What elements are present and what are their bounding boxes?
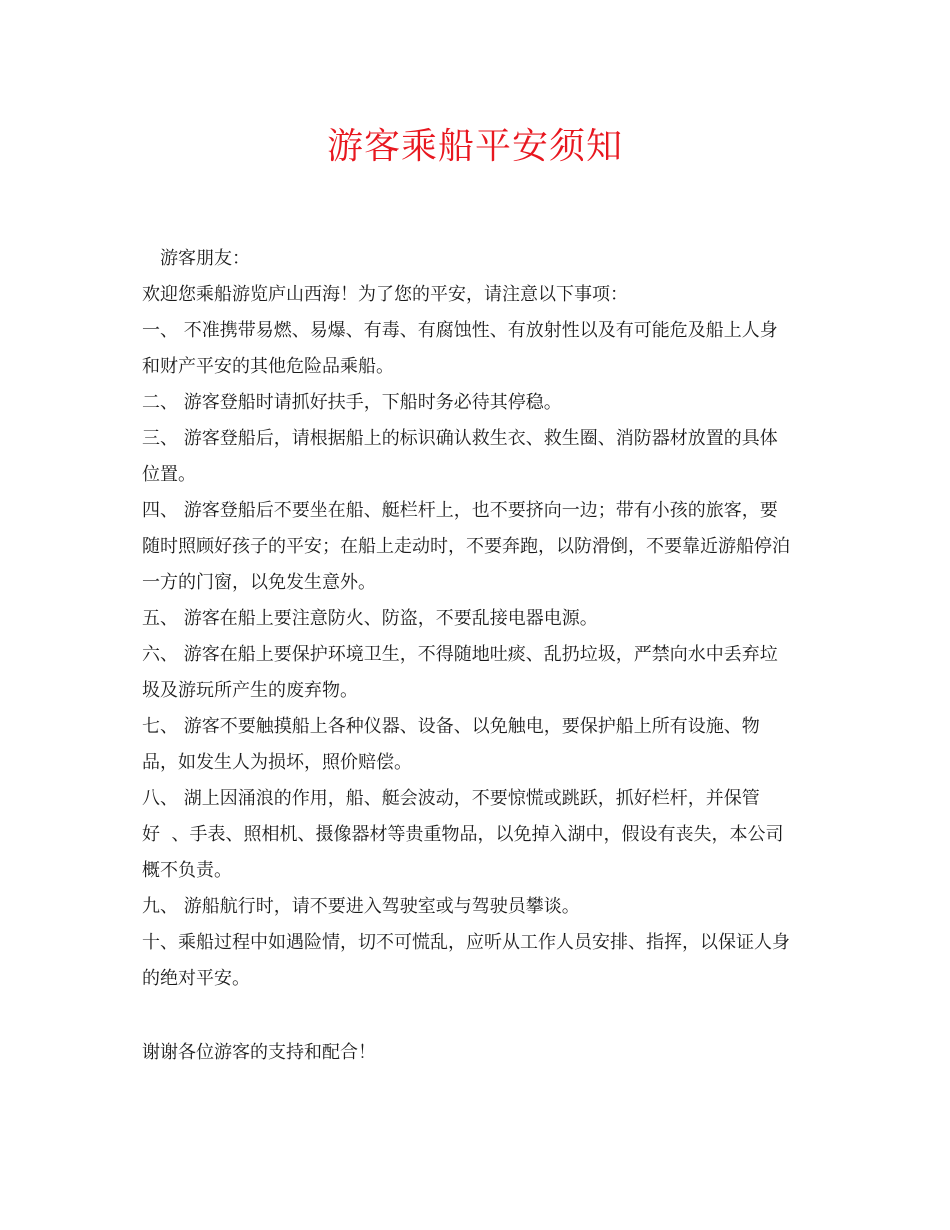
rule-line: 七、 游客不要触摸船上各种仪器、设备、以免触电，要保护船上所有设施、物 [142, 716, 760, 737]
rule-line: 随时照顾好孩子的平安；在船上走动时，不要奔跑，以防滑倒，不要靠近游船停泊 [142, 536, 790, 557]
rule-line: 位置。 [142, 464, 196, 485]
closing: 谢谢各位游客的支持和配合！ [142, 1042, 376, 1063]
rule-line: 二、 游客登船时请抓好扶手，下船时务必待其停稳。 [142, 392, 562, 413]
rule-line: 六、 游客在船上要保护环境卫生，不得随地吐痰、乱扔垃圾，严禁向水中丢弃垃 [142, 644, 778, 665]
rule-line: 八、 湖上因涌浪的作用，船、艇会波动，不要惊慌或跳跃，抓好栏杆，并保管 [142, 788, 760, 809]
rule-line: 好 、手表、照相机、摄像器材等贵重物品，以免掉入湖中，假设有丧失，本公司 [142, 824, 784, 845]
rule-line: 圾及游玩所产生的废弃物。 [142, 680, 358, 701]
intro: 欢迎您乘船游览庐山西海！为了您的平安，请注意以下事项： [142, 284, 628, 305]
rule-line: 十、乘船过程中如遇险情，切不可慌乱，应听从工作人员安排、指挥，以保证人身 [142, 932, 790, 953]
rule-line: 一、 不准携带易燃、易爆、有毒、有腐蚀性、有放射性以及有可能危及船上人身 [142, 320, 778, 341]
rule-line: 五、 游客在船上要注意防火、防盗，不要乱接电器电源。 [142, 608, 598, 629]
rule-line: 的绝对平安。 [142, 968, 250, 989]
rule-line: 概不负责。 [142, 860, 232, 881]
greeting: 游客朋友： [160, 248, 250, 269]
rule-line: 四、 游客登船后不要坐在船、艇栏杆上，也不要挤向一边；带有小孩的旅客，要 [142, 500, 778, 521]
rule-line: 品，如发生人为损坏，照价赔偿。 [142, 752, 412, 773]
rule-line: 和财产平安的其他危险品乘船。 [142, 356, 394, 377]
rule-line: 一方的门窗，以免发生意外。 [142, 572, 376, 593]
document-title: 游客乘船平安须知 [326, 126, 623, 167]
rule-line: 三、 游客登船后，请根据船上的标识确认救生衣、救生圈、消防器材放置的具体 [142, 428, 778, 449]
rule-line: 九、 游船航行时，请不要进入驾驶室或与驾驶员攀谈。 [142, 896, 580, 917]
